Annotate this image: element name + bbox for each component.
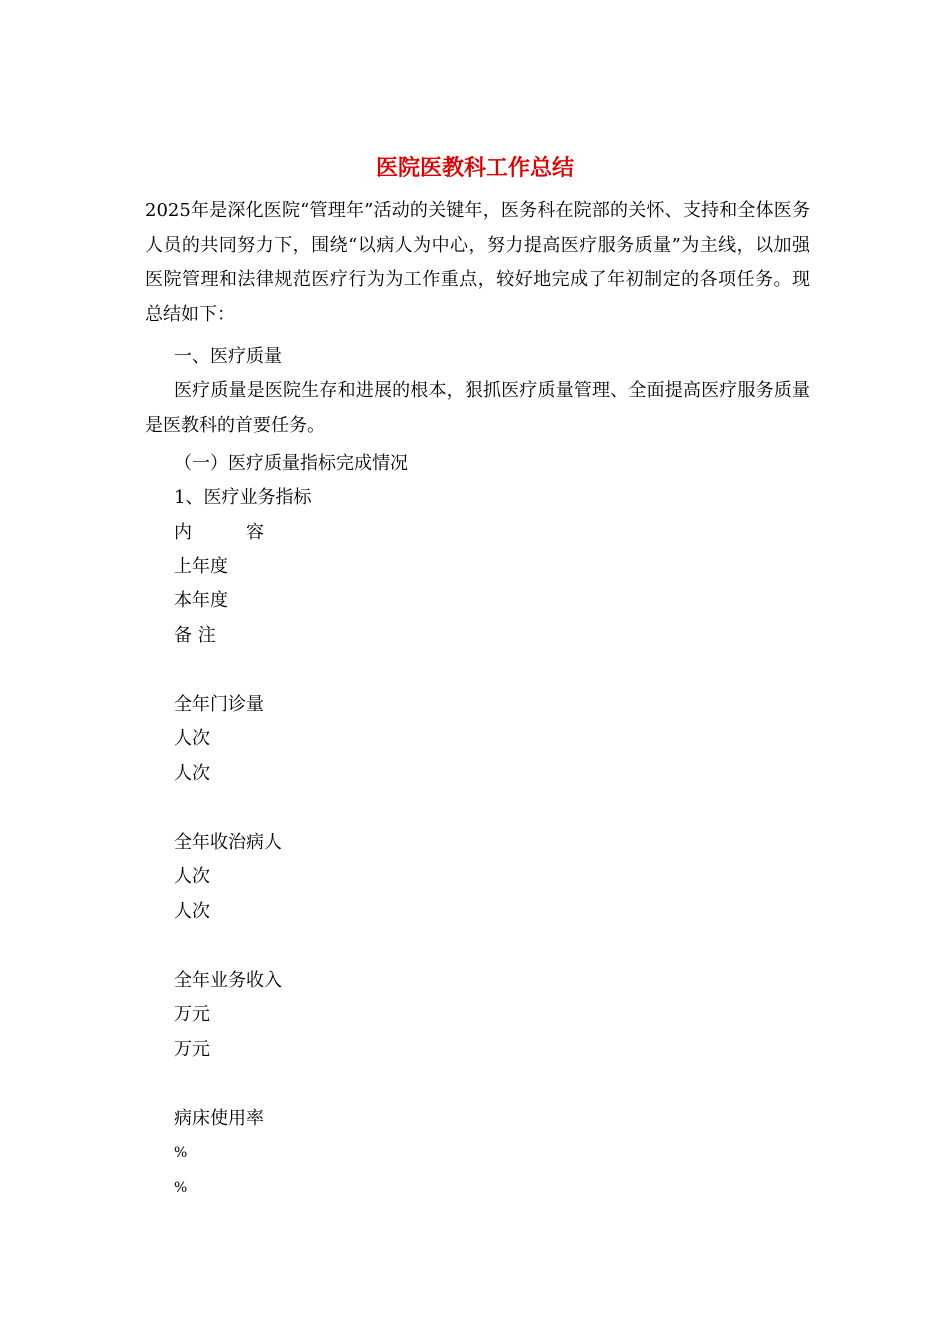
table-row-prev-unit: 万元 <box>174 1004 210 1025</box>
intro-paragraph: 2025年是深化医院“管理年”活动的关键年，医务科在院部的关怀、支持和全体医务人员的共同努力下，围绕“以病人为中心，努力提高医疗服务质量”为主线，以加强医院管理和法律规范医疗行为为工作重点，较好地完成了年初制定的各项任务。现总结如下： <box>145 200 810 325</box>
table-row-prev-unit: % <box>174 1145 188 1161</box>
table-row-curr-unit: 人次 <box>174 763 210 784</box>
item-heading: 1、医疗业务指标 <box>174 487 312 508</box>
table-row-prev-unit: 人次 <box>174 866 210 887</box>
table-row-prev-unit: 人次 <box>174 728 210 749</box>
table-header-prev-year: 上年度 <box>174 556 228 577</box>
document-title: 医院医教科工作总结 <box>375 155 574 181</box>
table-row-label: 病床使用率 <box>174 1108 264 1129</box>
table-row-label: 全年业务收入 <box>174 970 282 991</box>
table-row-curr-unit: % <box>174 1180 188 1196</box>
table-header-curr-year: 本年度 <box>174 590 228 611</box>
subsection-heading: （一）医疗质量指标完成情况 <box>174 453 408 474</box>
section-paragraph: 医疗质量是医院生存和进展的根本，狠抓医疗质量管理、全面提高医疗服务质量是医教科的首要任务。 <box>145 380 810 436</box>
table-row-curr-unit: 万元 <box>174 1039 210 1060</box>
table-header-content: 内 容 <box>174 522 264 543</box>
section-heading: 一、医疗质量 <box>174 346 282 367</box>
table-row-curr-unit: 人次 <box>174 901 210 922</box>
table-header-remarks: 备 注 <box>174 625 216 646</box>
table-row-label: 全年门诊量 <box>174 694 264 715</box>
table-row-label: 全年收治病人 <box>174 832 282 853</box>
